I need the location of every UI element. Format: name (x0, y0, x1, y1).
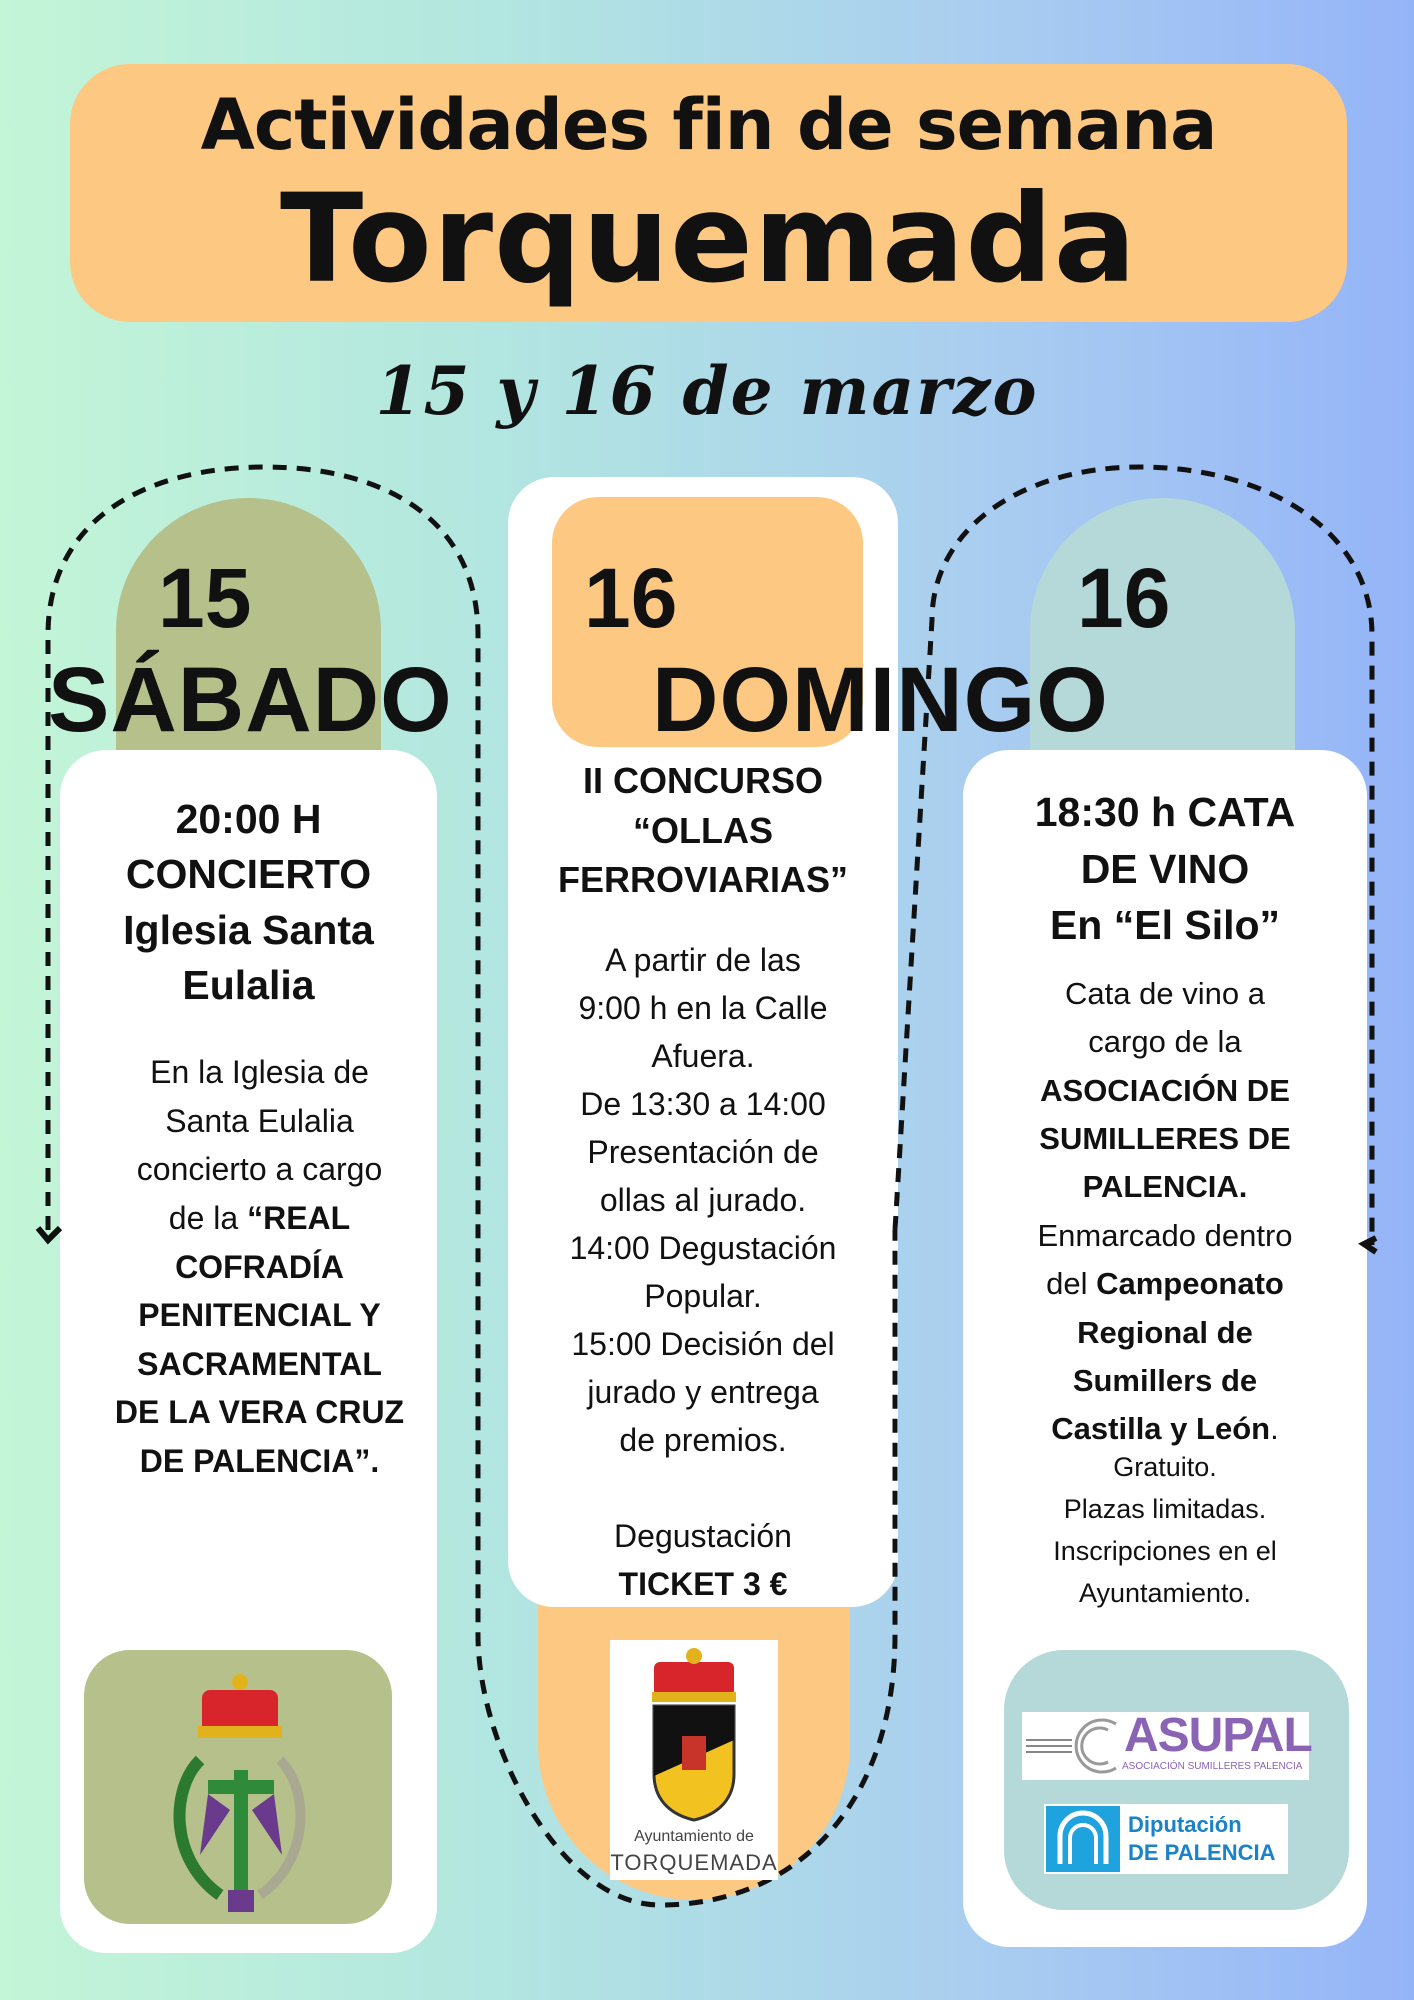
note-line: Inscripciones en el (1053, 1536, 1277, 1567)
heading-line: II CONCURSO (582, 760, 823, 801)
heading-line: CONCIERTO (125, 851, 372, 898)
diputacion-label-2: DE PALENCIA (1128, 1840, 1276, 1865)
body-line: jurado y entrega (587, 1374, 819, 1410)
diputacion-label-1: Diputación (1128, 1812, 1242, 1837)
body-line: Presentación de (587, 1134, 819, 1170)
asupal-wave-icon (1026, 1718, 1122, 1774)
body-bold: SACRAMENTAL (137, 1345, 382, 1382)
body-bold: Regional de (1077, 1314, 1253, 1350)
body-line: 15:00 Decisión del (571, 1326, 835, 1362)
body-bold: PALENCIA. (1082, 1169, 1248, 1205)
body-line: Popular. (644, 1278, 762, 1314)
day-name-saturday: SÁBADO (48, 649, 453, 751)
body-text: del (1046, 1266, 1097, 1302)
wine-tasting-notes (985, 1446, 1345, 1614)
body-text: de la (168, 1199, 248, 1236)
body-bold: DE LA VERA CRUZ (114, 1394, 405, 1431)
body-bold: PENITENCIAL Y (138, 1297, 381, 1334)
body-line: 9:00 h en la Calle (578, 990, 828, 1026)
body-bold: “REAL (247, 1199, 351, 1236)
ayuntamiento-label: Ayuntamiento de (634, 1828, 754, 1845)
day-number-16-middle: 16 (584, 551, 678, 645)
heading-line: Iglesia Santa (123, 906, 374, 953)
title-line-2: Torquemada (279, 168, 1138, 310)
body-bold: Campeonato (1096, 1266, 1284, 1302)
body-line: de premios. (619, 1422, 787, 1458)
heading-line: DE VINO (1080, 845, 1250, 892)
torquemada-label: TORQUEMADA (610, 1850, 778, 1875)
wine-tasting-heading (975, 784, 1355, 954)
body-line: 14:00 Degustación (569, 1230, 837, 1266)
contest-heading (512, 756, 894, 905)
body-line (78, 1194, 441, 1243)
body-line: concierto a cargo (136, 1151, 383, 1188)
body-line: De 13:30 a 14:00 (580, 1086, 826, 1122)
torquemada-shield-icon (640, 1644, 748, 1824)
diputacion-arch-icon (1046, 1806, 1120, 1872)
event-dates: 15 y 16 de marzo (375, 352, 1039, 430)
concert-description (78, 1048, 441, 1486)
note-line: Plazas limitadas. (1063, 1494, 1267, 1525)
note-line: Ayuntamiento. (1078, 1578, 1252, 1609)
body-text: . (1270, 1411, 1279, 1447)
body-bold: SUMILLERES DE (1039, 1121, 1291, 1157)
body-bold: Sumillers de (1072, 1362, 1258, 1398)
concert-heading (70, 792, 427, 1013)
body-line: Santa Eulalia (165, 1102, 354, 1139)
heading-line: En “El Silo” (1049, 902, 1281, 949)
heading-line: 20:00 H (175, 796, 322, 842)
body-bold: ASOCIACIÓN DE (1040, 1072, 1290, 1108)
body-bold: DE PALENCIA”. (139, 1443, 380, 1479)
day-number-16-right: 16 (1077, 551, 1171, 645)
title-line-1: Actividades fin de semana (200, 84, 1217, 166)
body-line: Enmarcado dentro (1037, 1217, 1293, 1253)
heading-line: Eulalia (182, 962, 315, 1009)
body-bold: Castilla y León (1051, 1411, 1271, 1447)
contest-description (520, 936, 886, 1608)
heading-line: 18:30 h CATA (1034, 789, 1296, 835)
cofradia-emblem-icon (150, 1660, 330, 1920)
body-line: Afuera. (651, 1038, 755, 1074)
wine-tasting-description (985, 970, 1345, 1454)
asupal-subtitle: ASOCIACIÓN SUMILLERES PALENCIA (1122, 1761, 1303, 1772)
body-line: A partir de las (605, 942, 801, 978)
heading-line: “OLLAS (633, 809, 773, 851)
body-line: cargo de la (1088, 1024, 1242, 1060)
body-line: En la Iglesia de (150, 1054, 369, 1090)
heading-line: FERROVIARIAS” (557, 859, 849, 901)
day-name-sunday: DOMINGO (652, 649, 1109, 751)
body-line: Cata de vino a (1065, 976, 1265, 1011)
day-number-15: 15 (158, 551, 252, 645)
ticket-price: TICKET 3 € (618, 1566, 788, 1602)
body-bold: COFRADÍA (175, 1248, 344, 1285)
note-line: Gratuito. (1113, 1452, 1217, 1482)
body-line: ollas al jurado. (599, 1182, 807, 1218)
asupal-name: ASUPAL (1124, 1709, 1312, 1762)
tasting-label: Degustación (614, 1518, 792, 1554)
